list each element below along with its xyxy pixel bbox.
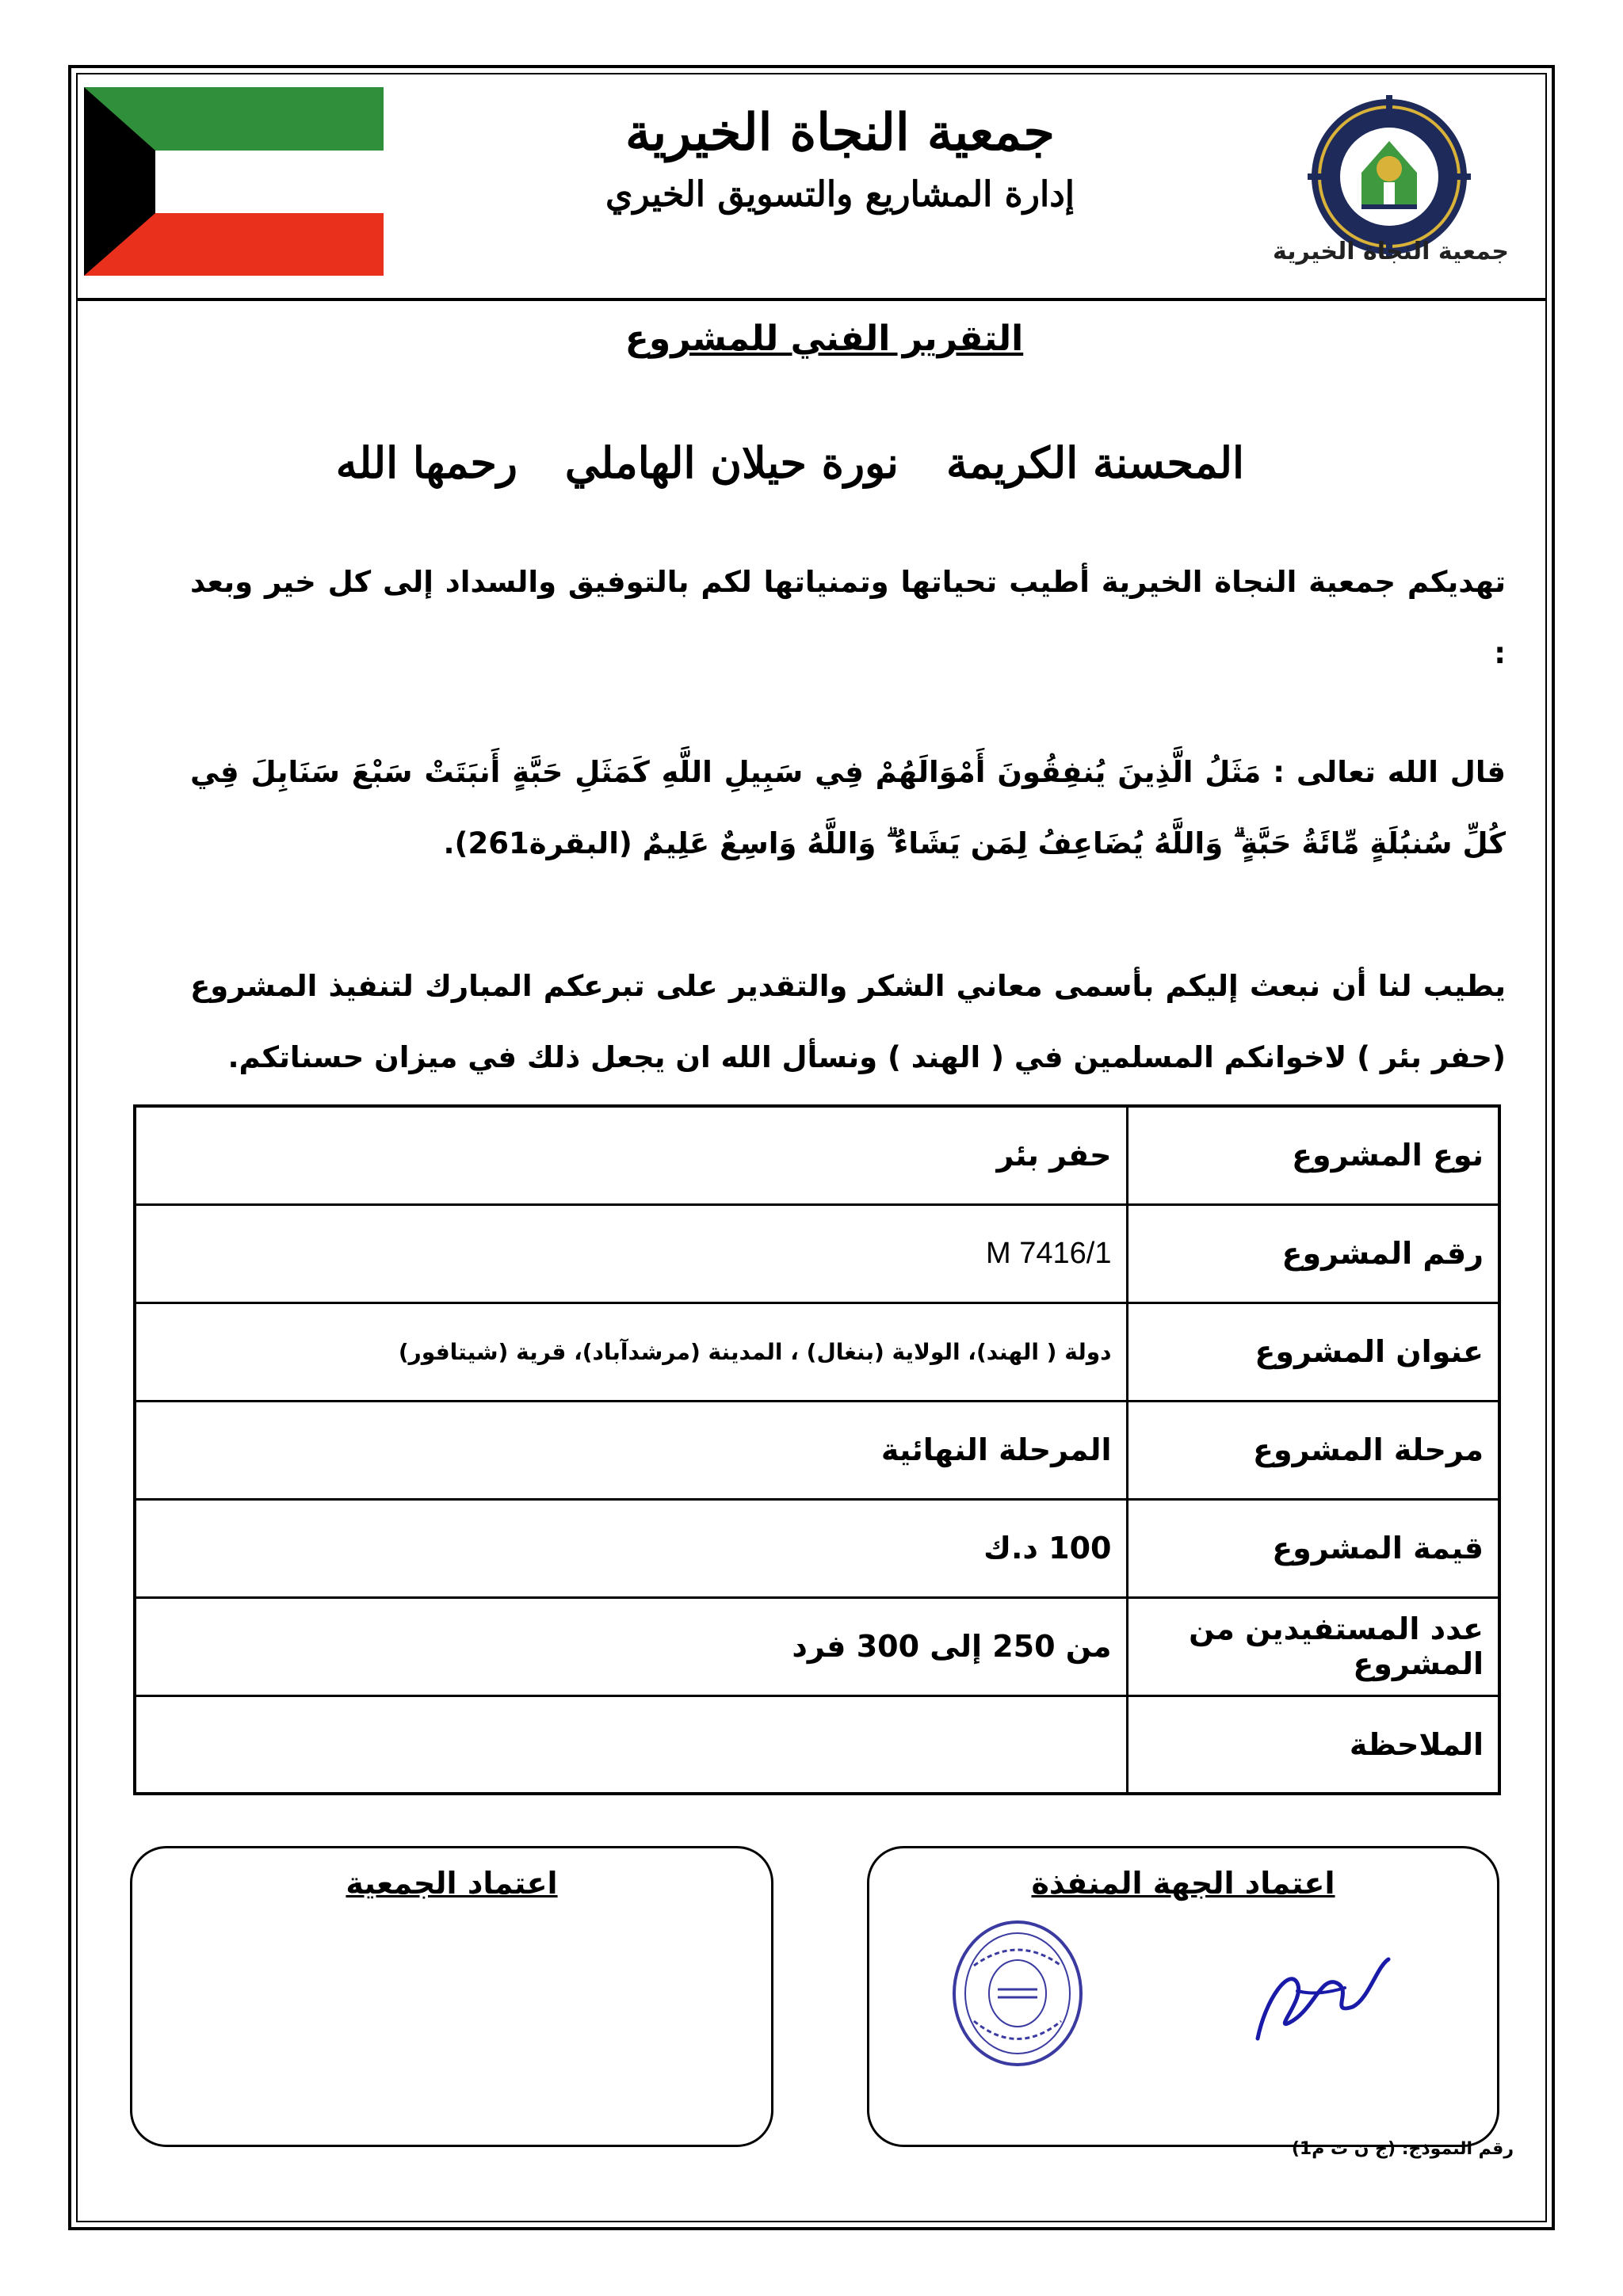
- table-row: [135, 1597, 1499, 1695]
- greeting-paragraph: تهديكم جمعية النجاة الخيرية أطيب تحياتها وتمنياتها لكم بالتوفيق والسداد إلى كل خير وبعد :: [190, 565, 1506, 670]
- kuwait-flag-icon: [84, 87, 384, 276]
- row-label: الملاحظة: [1127, 1695, 1499, 1794]
- executing-party-approval-title: اعتماد الجهة المنفذة: [1031, 1866, 1335, 1901]
- table-row: [135, 1106, 1499, 1204]
- organization-title: جمعية النجاة الخيرية: [625, 103, 1055, 162]
- project-details-table: [133, 1104, 1501, 1795]
- row-label: عنوان المشروع: [1127, 1302, 1499, 1401]
- report-title: التقرير الفني للمشروع: [624, 318, 1024, 359]
- row-label: عدد المستفيدين من المشروع: [1127, 1597, 1499, 1695]
- department-name: إدارة المشاريع والتسويق الخيري: [605, 174, 1075, 215]
- row-value: من 250 إلى 300 فرد: [135, 1597, 1127, 1695]
- donor-line: [230, 437, 1244, 488]
- table-row: [135, 1401, 1499, 1499]
- row-label: قيمة المشروع: [1127, 1499, 1499, 1597]
- table-row: [135, 1499, 1499, 1597]
- association-approval-box: [130, 1846, 773, 2147]
- executing-party-approval-box: [867, 1846, 1499, 2147]
- donor-title: المحسنة الكريمة: [945, 437, 1244, 488]
- row-value: [135, 1695, 1127, 1794]
- association-approval-title: اعتماد الجمعية: [346, 1866, 558, 1901]
- row-value: دولة ( الهند)، الولاية (بنغال) ، المدينة (مرشدآباد)، قرية (شيتافور): [135, 1302, 1127, 1401]
- table-row: [135, 1302, 1499, 1401]
- row-value: المرحلة النهائية: [135, 1401, 1127, 1499]
- header-divider: [76, 298, 1547, 301]
- logo-caption: جمعية النجاة الخيرية: [1273, 238, 1509, 265]
- table-row: [135, 1204, 1499, 1302]
- row-label: نوع المشروع: [1127, 1106, 1499, 1204]
- row-label: رقم المشروع: [1127, 1204, 1499, 1302]
- organization-logo-icon: [1306, 93, 1472, 260]
- donor-prayer: رحمها الله: [335, 437, 517, 488]
- verse-paragraph: قال الله تعالى : مَثَلُ الَّذِينَ يُنفِقُونَ أَمْوَالَهُمْ فِي سَبِيلِ اللَّهِ كَمَثَلِ حَبَّةٍ أَنبَتَتْ سَبْعَ سَنَابِلَ فِي كُلِّ سُنبُلَةٍ مِّائَةُ حَبَّةٍ ۗ وَاللَّهُ يُضَاعِفُ لِمَن يَشَاءُ ۗ وَاللَّهُ وَاسِعٌ عَلِيمٌ (البقرة261).: [190, 755, 1506, 860]
- table-row: [135, 1695, 1499, 1794]
- row-value: حفر بئر: [135, 1106, 1127, 1204]
- form-number: رقم النموذج: (ج ن ت م1): [1291, 2139, 1514, 2159]
- official-stamp-icon: [950, 1918, 1085, 2069]
- row-value: 100 د.ك: [135, 1499, 1127, 1597]
- row-value: M 7416/1: [135, 1204, 1127, 1302]
- donor-name: نورة حيلان الهاملي: [564, 437, 899, 488]
- row-label: مرحلة المشروع: [1127, 1401, 1499, 1499]
- thanks-paragraph: يطيب لنا أن نبعث إليكم بأسمى معاني الشكر والتقدير على تبرعكم المبارك لتنفيذ المشروع (حفر بئر ) لاخوانكم المسلمين في ( الهند ) ونسأل الله ان يجعل ذلك في ميزان حسناتكم.: [190, 969, 1506, 1074]
- signature-icon: [1242, 1936, 1400, 2054]
